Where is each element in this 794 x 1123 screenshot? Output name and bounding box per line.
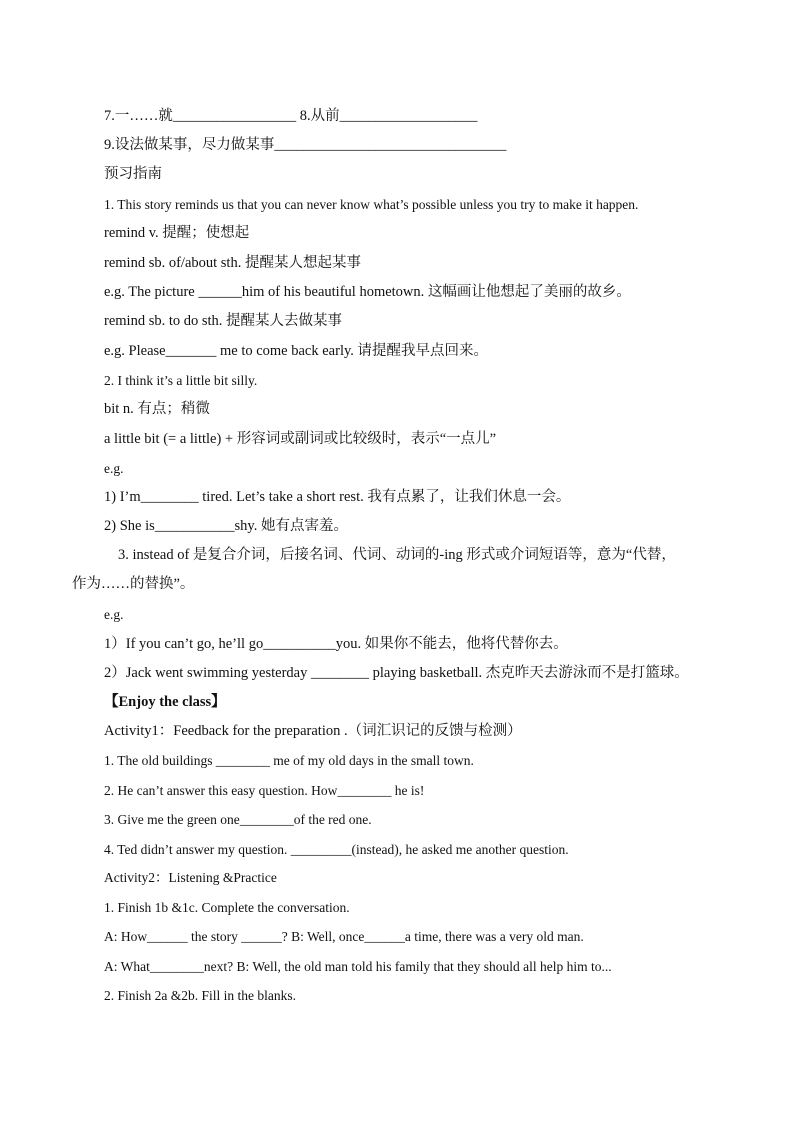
vocab-item-7-8: 7.一……就_________________ 8.从前___________________ [104,108,478,124]
activity2-task-2: 2. Finish 2a &2b. Fill in the blanks. [104,988,297,1003]
remind-example-1: e.g. The picture ______him of his beautiful hometown. 这幅画让他想起了美丽的故乡。 [104,284,631,300]
activity1-item-1: 1. The old buildings ________ me of my old days in the small town. [104,753,474,768]
guide-point-1-sentence: 1. This story reminds us that you can never know what’s possible unless you try to make it happen. [104,197,639,212]
bit-example-2: 2) She is___________shy. 她有点害羞。 [104,518,348,534]
activity1-item-2: 2. He can’t answer this easy question. How________ he is! [104,783,425,798]
enjoy-the-class-heading: 【Enjoy the class】 [104,694,226,710]
remind-usage-of-about: remind sb. of/about sth. 提醒某人想起某事 [104,255,361,271]
remind-usage-to-do: remind sb. to do sth. 提醒某人去做某事 [104,313,343,329]
instead-example-1: 1）If you can’t go, he’ll go__________you. 如果你不能去，他将代替你去。 [104,636,568,652]
a-little-bit-usage: a little bit (= a little) + 形容词或副词或比较级时，表示“一点儿” [104,431,497,447]
guide-point-2-sentence: 2. I think it’s a little bit silly. [104,373,258,388]
bit-example-1: 1) I’m________ tired. Let’s take a short rest. 我有点累了，让我们休息一会。 [104,489,571,505]
conversation-line-1: A: How______ the story ______? B: Well, once______a time, there was a very old man. [104,929,584,944]
activity1-item-3: 3. Give me the green one________of the red one. [104,812,372,827]
activity1-item-4: 4. Ted didn’t answer my question. _________(instead), he asked me another question. [104,842,569,857]
guide-point-3-continued: 作为……的替换”。 [72,576,195,592]
activity2-task-1: 1. Finish 1b &1c. Complete the conversation. [104,900,350,915]
eg-label: e.g. [104,461,124,476]
conversation-line-2: A: What________next? B: Well, the old man told his family that they should all help him to... [104,959,612,974]
bit-definition: bit n. 有点；稍微 [104,401,210,417]
activity1-heading: Activity1：Feedback for the preparation .（词汇识记的反馈与检测） [104,723,522,739]
guide-point-3-instead-of: 3. instead of 是复合介词，后接名词、代词、动词的-ing 形式或介词短语等，意为“代替， [118,547,676,563]
preview-guide-heading: 预习指南 [104,166,162,182]
remind-example-2: e.g. Please_______ me to come back early. 请提醒我早点回来。 [104,343,489,359]
eg-label: e.g. [104,607,124,622]
instead-example-2: 2）Jack went swimming yesterday ________ playing basketball. 杰克昨天去游泳而不是打篮球。 [104,665,689,681]
activity2-heading: Activity2：Listening &Practice [104,870,277,885]
vocab-item-9: 9.设法做某事，尽力做某事________________________________ [104,137,507,153]
remind-definition: remind v. 提醒；使想起 [104,225,250,241]
